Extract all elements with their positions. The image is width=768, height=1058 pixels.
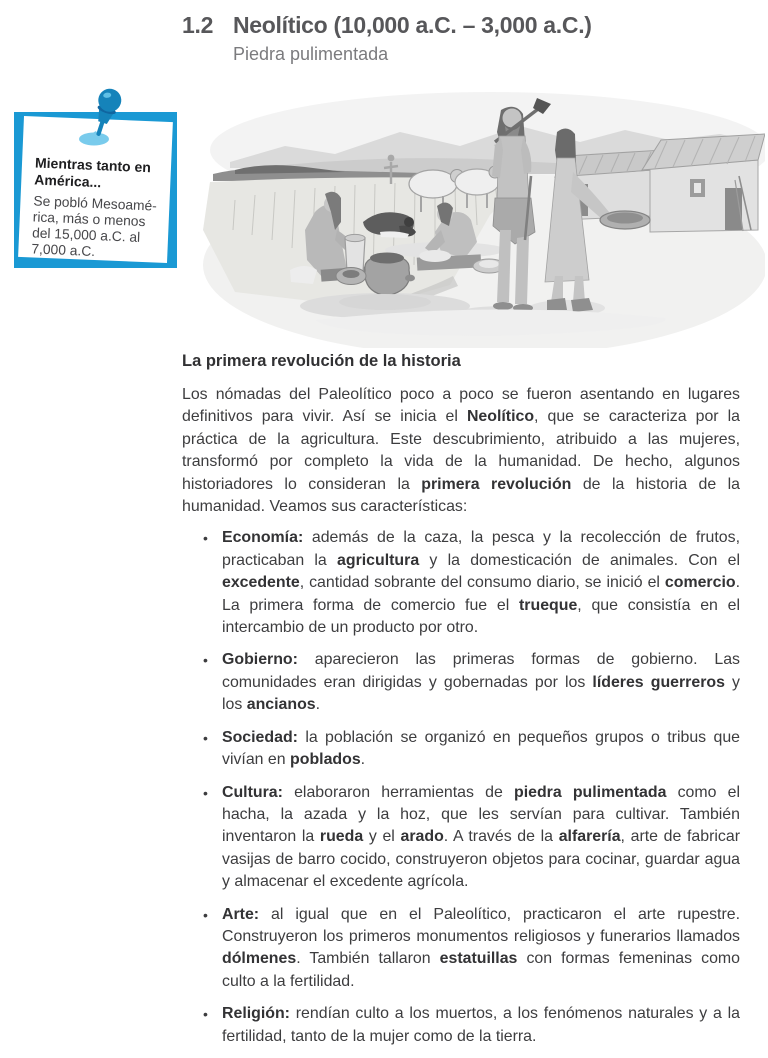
bullet-icon: • — [203, 729, 208, 746]
page-header — [182, 12, 752, 65]
bullet-icon: • — [203, 530, 208, 547]
page-subtitle: Piedra pulimentada — [233, 44, 389, 64]
section-number: 1.2 — [182, 12, 214, 38]
list-item-religion: • Religión: rendían culto a los muertos, a los fenómenos naturales y a la fertilidad, tanto de la mujer como de la tierra. — [203, 1005, 740, 1045]
note-body: Se pobló Mesoamé- rica, más o menos del 15,000 a.C. al 7,000 a.C. — [31, 193, 158, 260]
bullet-icon: • — [203, 784, 208, 801]
list-item-sociedad: • Sociedad: la población se organizó en pequeños grupos o tribus que vivían en poblados. — [203, 728, 740, 769]
bullet-icon: • — [203, 1006, 208, 1023]
neolithic-scene — [195, 80, 765, 348]
characteristics-list — [182, 527, 740, 1048]
list-item-economia: • Economía: además de la caza, la pesca y la recolección de frutos, practicaban la agricultura y la domesticación de animales. Con el excedente, cantidad sobrante del consumo diario, se inició el comercio. La primera forma de comercio fue el trueque, que consistía en el intercambio de un producto por otro. — [203, 529, 740, 637]
page-title: Neolítico (10,000 a.C. – 3,000 a.C.) — [233, 12, 592, 38]
list-item-gobierno: • Gobierno: aparecieron las primeras formas de gobierno. Las comunidades eran dirigidas y gobernadas por los líderes guerreros y los ancianos. — [203, 651, 740, 714]
pushpin-icon — [72, 85, 138, 151]
sidebar-note — [14, 112, 177, 268]
list-item-cultura: • Cultura: elaboraron herramientas de piedra pulimentada como el hacha, la azada y la hoz, que les servían para cultivar. También inventaron la rueda y el arado. A través de la alfarería, arte de fabricar vasijas de barro cocido, construyeron objetos para cocinar, guardar agua y almacenar el excedente agrícola. — [203, 783, 740, 891]
intro-paragraph: Los nómadas del Paleolítico poco a poco se fueron asentando en lugares definitivos para vivir. Así se inicia el Neolítico, que se caracteriza por la práctica de la agricultura. Este descubrimiento, atribuido a las mujeres, transformó por completo la vida de la humanidad. De hecho, algunos historiadores lo consideran la primera revolución de la historia de la humanidad. Veamos sus características: — [182, 386, 740, 516]
list-item-arte: • Arte: al igual que en el Paleolítico, practicaron el arte rupestre. Construyeron los primeros monumentos religiosos y funerarios llamados dólmenes. También tallaron estatuillas con formas femeninas como culto a la fertilidad. — [203, 905, 740, 990]
note-title: Mientras tanto en América... — [34, 154, 152, 190]
content-heading: La primera revolución de la historia — [182, 352, 461, 370]
main-content — [182, 352, 740, 1058]
neolithic-village-illustration — [195, 80, 765, 348]
bullet-icon: • — [203, 906, 208, 923]
bullet-icon: • — [203, 652, 208, 669]
